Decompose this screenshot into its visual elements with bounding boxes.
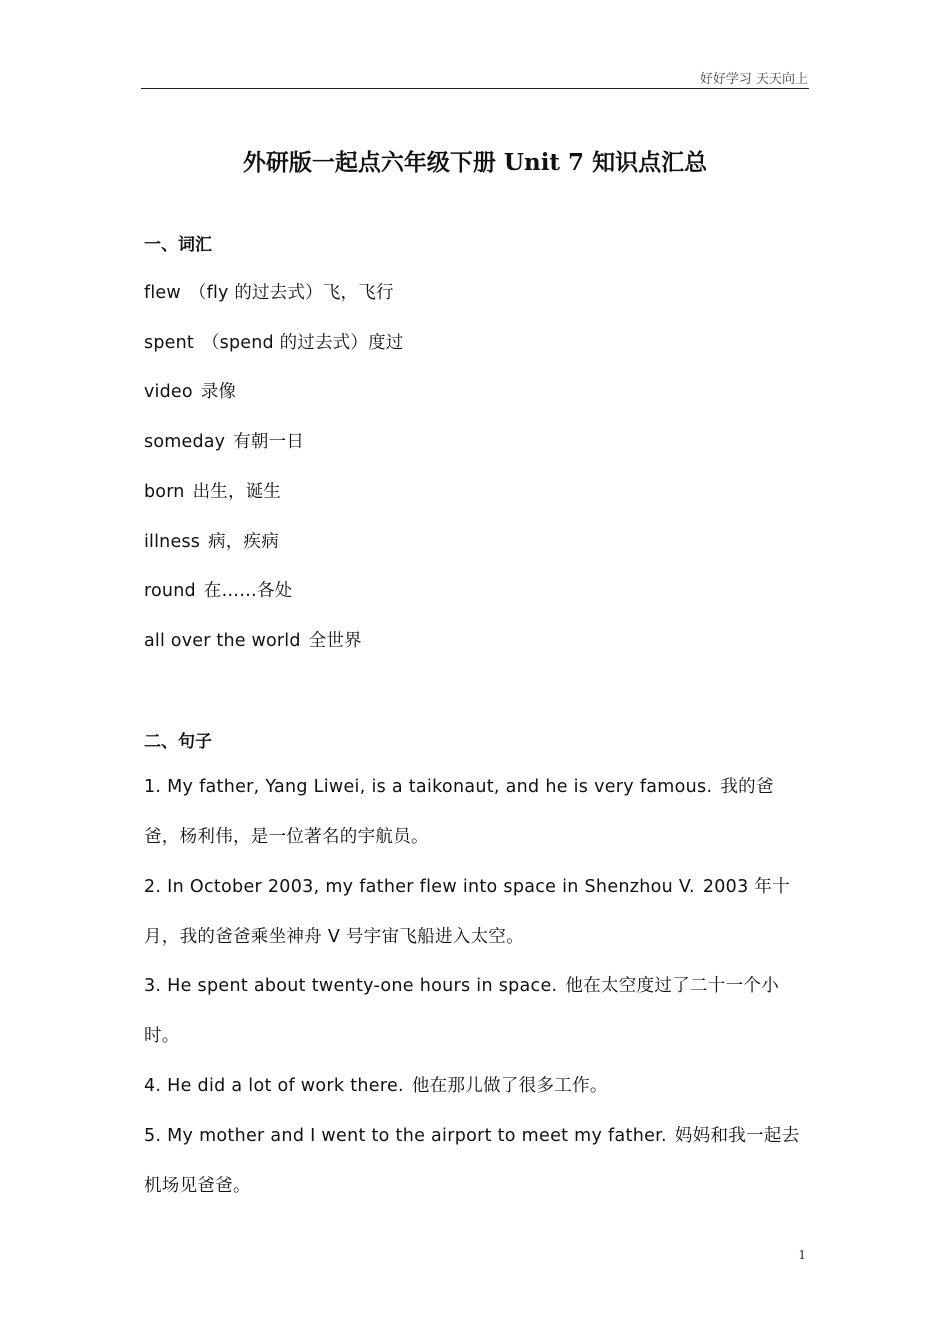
vocab-item — [144, 478, 806, 503]
sentence-english: 5. My mother and I went to the airport to meet my father. — [144, 1126, 667, 1146]
vocab-word: video — [144, 382, 193, 402]
sentence-item — [144, 1111, 808, 1211]
sentence-english: 4. He did a lot of work there. — [144, 1076, 404, 1096]
vocab-meaning: 病，疾病 — [208, 532, 279, 552]
sentence-item — [144, 1061, 808, 1111]
vocab-word: all over the world — [144, 631, 301, 651]
vocab-word: flew — [144, 283, 181, 303]
vocab-meaning: 在……各处 — [203, 581, 293, 601]
vocab-word: someday — [144, 432, 226, 452]
sentence-english: 3. He spent about twenty-one hours in space. — [144, 976, 558, 996]
sentences-heading: 二、句子 — [144, 732, 212, 752]
sentence-item — [144, 762, 808, 862]
sentence-english: 1. My father, Yang Liwei, is a taikonaut, and he is very famous. — [144, 777, 713, 797]
vocab-item — [144, 329, 806, 354]
sentence-chinese: 2003 年十月，我的爸爸乘坐神舟 V 号宇宙飞船进入太空。 — [144, 877, 791, 947]
vocab-word: born — [144, 482, 185, 502]
vocab-word: round — [144, 581, 196, 601]
sentence-chinese: 妈妈和我一起去机场见爸爸。 — [144, 1126, 800, 1196]
page-number: 1 — [798, 1248, 806, 1262]
sentence-chinese: 我的爸爸，杨利伟，是一位著名的宇航员。 — [144, 777, 774, 847]
document-title: 外研版一起点六年级下册 Unit 7 知识点汇总 — [242, 149, 708, 176]
vocab-meaning: 有朝一日 — [233, 432, 305, 452]
vocab-word: spent — [144, 333, 194, 353]
vocab-item — [144, 428, 806, 453]
header-rule — [141, 88, 809, 89]
vocab-meaning: 全世界 — [308, 631, 362, 651]
vocab-word: illness — [144, 532, 201, 552]
vocab-item — [144, 378, 806, 403]
vocabulary-heading: 一、词汇 — [144, 235, 212, 255]
vocab-item — [144, 577, 806, 602]
sentence-item — [144, 862, 808, 962]
vocab-meaning: （spend 的过去式）度过 — [201, 333, 404, 353]
vocab-item — [144, 627, 806, 652]
vocab-meaning: 出生，诞生 — [192, 482, 282, 502]
vocab-item — [144, 528, 806, 553]
vocab-meaning: 录像 — [200, 382, 237, 402]
vocab-meaning: （fly 的过去式）飞，飞行 — [188, 283, 394, 303]
vocab-item — [144, 279, 806, 304]
sentence-english: 2. In October 2003, my father flew into space in Shenzhou V. — [144, 877, 695, 897]
sentence-chinese: 他在那儿做了很多工作。 — [411, 1076, 608, 1096]
sentence-item — [144, 961, 808, 1061]
sentence-chinese: 他在太空度过了二十一个小时。 — [144, 976, 780, 1046]
header-text: 好好学习 天天向上 — [699, 72, 808, 87]
